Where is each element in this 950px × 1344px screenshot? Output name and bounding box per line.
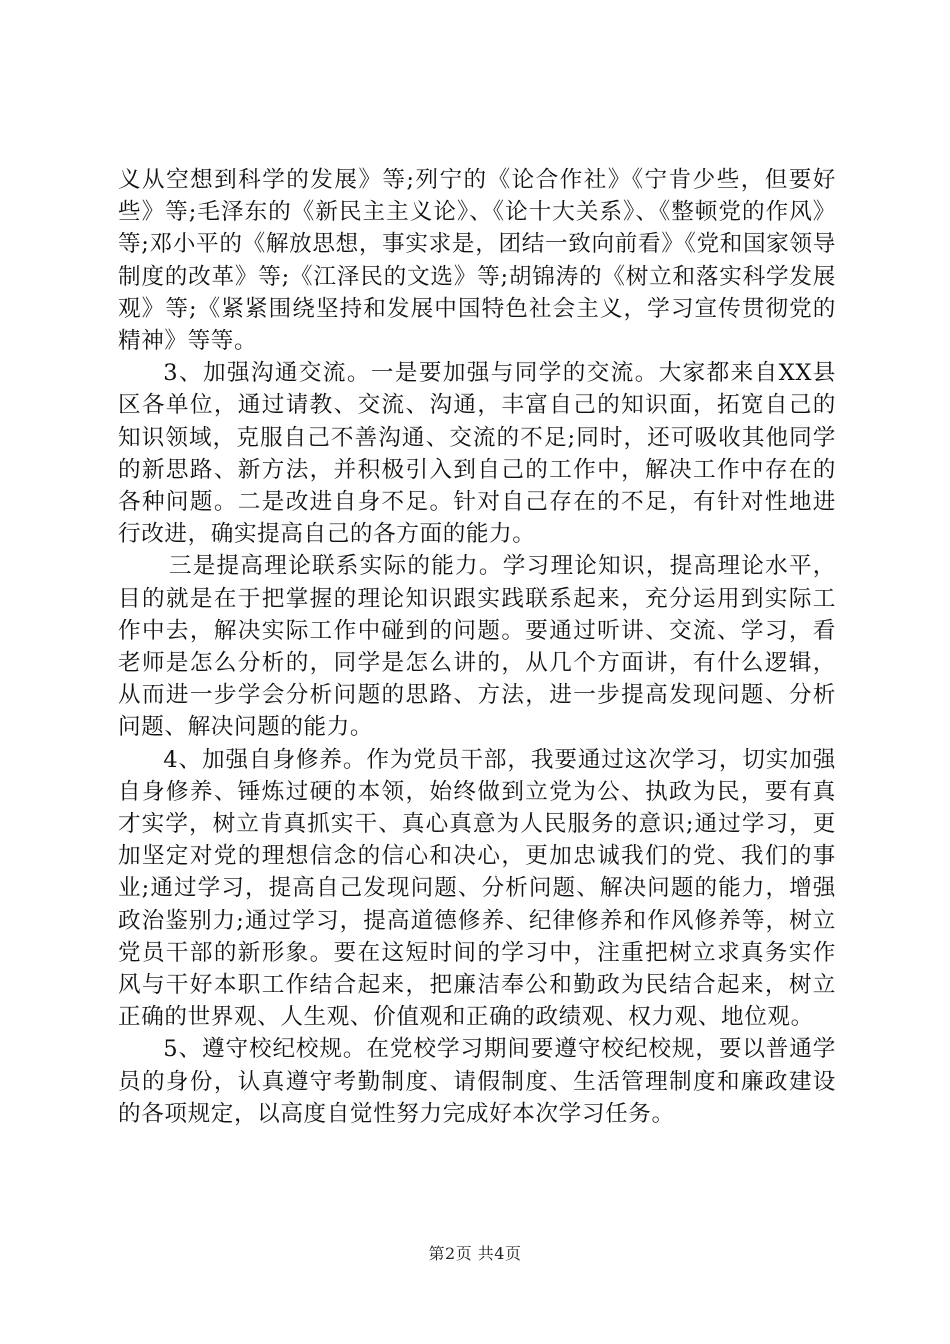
paragraph-school-rules: 5、遵守校纪校规。在党校学习期间要遵守校纪校规，要以普通学员的身份，认真遵守考勤制度、请假制度、生活管理制度和廉政建设的各项规定，以高度自觉性努力完成好本次学习任务。 [118,1036,836,1127]
paragraph-continued: 义从空想到科学的发展》等;列宁的《论合作社》《宁肯少些，但要好些》等;毛泽东的《新民主主义论》、《论十大关系》、《整顿党的作风》等;邓小平的《解放思想，事实求是，团结一致向前看》《党和国家领导制度的改革》等;《江泽民的文选》等;胡锦涛的《树立和落实科学发展观》等;《紧紧围绕坚持和发展中国特色社会主义，学习宣传贯彻党的精神》等等。 [118,167,836,355]
page-number-footer: 第2页 共4页 [428,1244,522,1263]
paragraph-communication: 3、加强沟通交流。一是要加强与同学的交流。大家都来自XX县区各单位，通过请教、交流、沟通，丰富自己的知识面，拓宽自己的知识领域，克服自己不善沟通、交流的不足;同时，还可吸收其他同学的新思路、新方法，并积极引入到自己的工作中，解决工作中存在的各种问题。二是改进自身不足。针对自己存在的不足，有针对性地进行改进，确实提高自己的各方面的能力。 [118,360,836,548]
document-body [118,164,836,1130]
paragraph-self-cultivation: 4、加强自身修养。作为党员干部，我要通过这次学习，切实加强自身修养、锤炼过硬的本领，始终做到立党为公、执政为民，要有真才实学，树立肯真抓实干、真心真意为人民服务的意识;通过学习，更加坚定对党的理想信念的信心和决心，更加忠诚我们的党、我们的事业;通过学习，提高自己发现问题、分析问题、解决问题的能力，增强政治鉴别力;通过学习，提高道德修养、纪律修养和作风修养等，树立党员干部的新形象。要在这短时间的学习中，注重把树立求真务实作风与干好本职工作结合起来，把廉洁奉公和勤政为民结合起来，树立正确的世界观、人生观、价值观和正确的政绩观、权力观、地位观。 [118,746,836,1031]
paragraph-theory-practice: 三是提高理论联系实际的能力。学习理论知识，提高理论水平，目的就是在于把掌握的理论知识跟实践联系起来，充分运用到实际工作中去，解决实际工作中碰到的问题。要通过听讲、交流、学习，看老师是怎么分析的，同学是怎么讲的，从几个方面讲，有什么逻辑，从而进一步学会分析问题的思路、方法，进一步提高发现问题、分析问题、解决问题的能力。 [118,553,836,741]
